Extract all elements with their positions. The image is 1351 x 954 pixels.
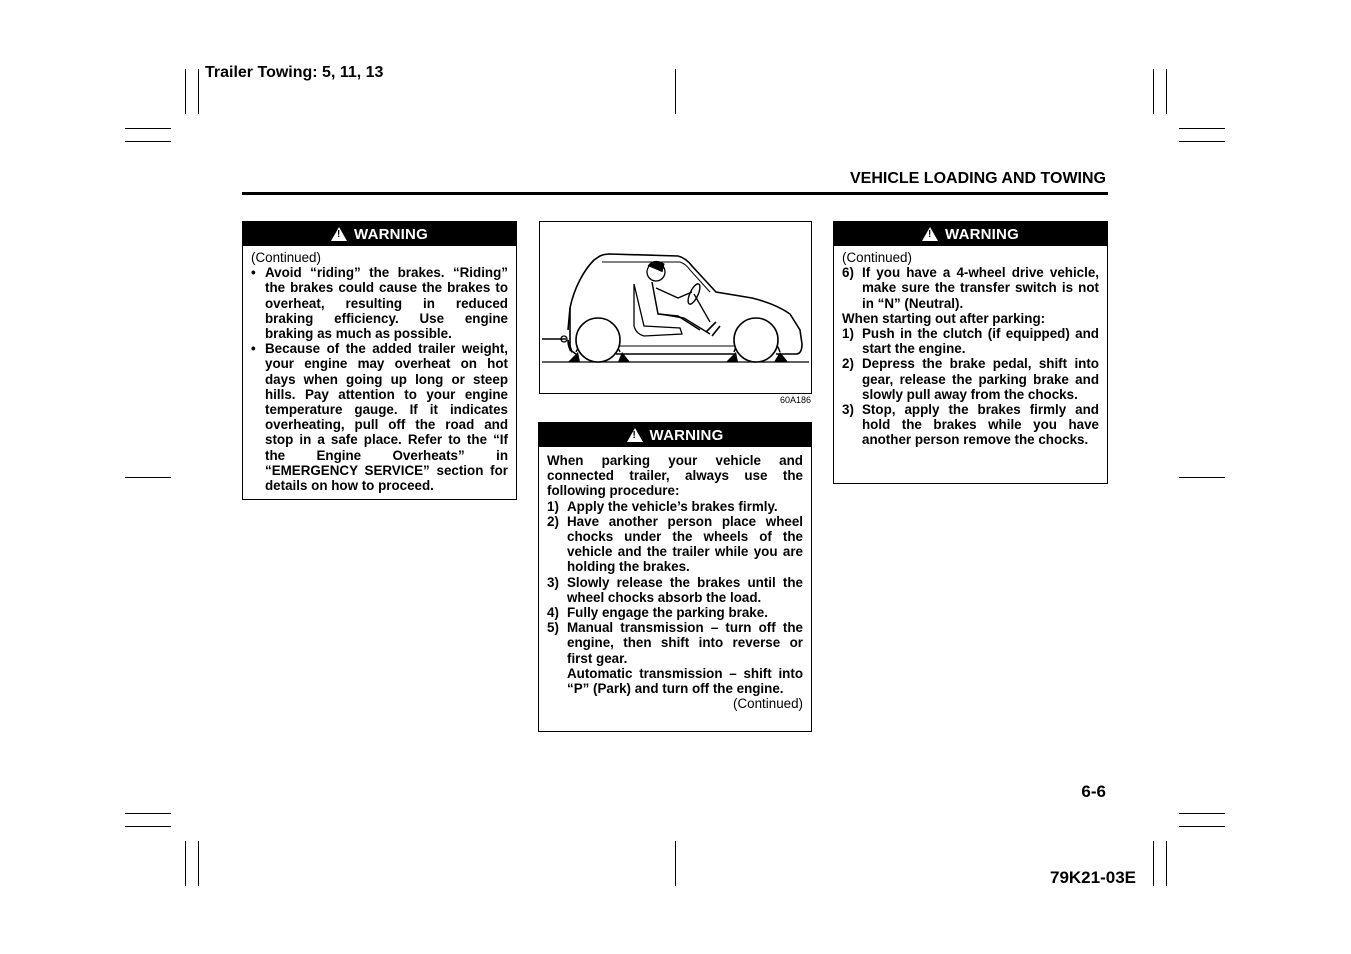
warning-header: [539, 423, 811, 447]
list-item-text: If you have a 4-wheel drive vehicle, make sure the transfer switch is not in “N” (Neutral).: [862, 265, 1099, 311]
crop-mark: [1179, 128, 1225, 129]
crop-mark: [1153, 69, 1154, 114]
warning-intro: When parking your vehicle and connected trailer, always use the following procedure:: [547, 453, 803, 499]
warning-body: [834, 246, 1107, 454]
step-number: 3): [547, 574, 559, 590]
list-item-text: Depress the brake pedal, shift into gear, release the parking brake and slowly pull away from the chocks.: [862, 356, 1099, 402]
running-head: Trailer Towing: 5, 11, 13: [205, 64, 384, 81]
list-item-text: Apply the vehicle’s brakes firmly.: [567, 498, 778, 514]
list-item-text: Push in the clutch (if equipped) and start the engine.: [862, 326, 1099, 357]
crop-mark: [1166, 841, 1167, 886]
warning-triangle-icon: !: [627, 428, 643, 442]
crop-mark: [125, 477, 171, 478]
warning-heading: WARNING: [649, 426, 724, 444]
list-item-text: Stop, apply the brakes firmly and hold the brakes while you have another person remove the chocks.: [862, 402, 1099, 448]
crop-mark: [1179, 141, 1225, 142]
bullet-icon: •: [251, 341, 256, 357]
step-number: 4): [547, 605, 559, 621]
middle-warning-box: [538, 422, 812, 732]
crop-mark: [1166, 69, 1167, 114]
continued-label: (Continued): [251, 250, 321, 265]
step-number: 5): [547, 620, 559, 636]
step-number: 2): [547, 513, 559, 529]
list-item: [842, 402, 1099, 448]
list-item: [842, 356, 1099, 402]
list-item-extra-text: Automatic transmission – shift into “P” (Park) and turn off the engine.: [567, 665, 803, 697]
list-item-text: Avoid “riding” the brakes. “Riding” the brakes could cause the brakes to overheat, resulting in reduced braking efficiency. Use engine braking as much as possible.: [265, 265, 508, 342]
warning-body: [243, 246, 516, 499]
crop-mark: [185, 841, 186, 886]
continued-label: (Continued): [733, 696, 803, 712]
right-warning-box: [833, 221, 1108, 484]
list-item-text: Slowly release the brakes until the wheel chocks absorb the load.: [567, 574, 803, 605]
list-item-text: Have another person place wheel chocks under the wheels of the vehicle and the trailer while you are holding the brakes.: [567, 513, 803, 575]
warning-header: [834, 222, 1107, 246]
crop-mark: [1179, 826, 1225, 827]
warning-body: [539, 447, 811, 717]
crop-mark: [198, 69, 199, 114]
list-item: [547, 620, 803, 696]
list-item: [251, 341, 508, 493]
left-warning-box: [242, 221, 517, 500]
list-item: [842, 265, 1099, 311]
step-number: 6): [842, 265, 854, 281]
list-item-text-group: [567, 620, 803, 696]
warning-heading: WARNING: [354, 225, 428, 243]
list-item-text: Fully engage the parking brake.: [567, 605, 768, 621]
warning-header: [243, 222, 516, 246]
warning-heading: WARNING: [945, 225, 1019, 243]
list-item-text: Manual transmission – turn off the engine, then shift into reverse or first gear.: [567, 620, 803, 666]
list-item: [547, 575, 803, 605]
document-code: 79K21-03E: [1049, 868, 1136, 887]
step-number: 1): [547, 498, 559, 514]
crop-mark: [675, 69, 676, 114]
list-item: [251, 265, 508, 341]
list-item: [547, 605, 803, 620]
warning-triangle-icon: !: [331, 227, 347, 241]
crop-mark: [185, 69, 186, 114]
crop-mark: [125, 141, 171, 142]
section-title: VEHICLE LOADING AND TOWING: [850, 170, 1106, 187]
header-rule: [242, 192, 1108, 195]
list-item: [547, 514, 803, 575]
crop-mark: [125, 826, 171, 827]
figure-code: 60A186: [779, 395, 811, 405]
list-item: [547, 499, 803, 514]
crop-mark: [675, 841, 676, 886]
continued-label: (Continued): [842, 250, 912, 265]
step-number: 3): [842, 402, 854, 418]
crop-mark: [1179, 477, 1225, 478]
crop-mark: [125, 128, 171, 129]
step-number: 1): [842, 326, 854, 342]
list-item-text: Because of the added trailer weight, your engine may overheat on hot days when going up long or steep hills. Pay attention to your engine temperature gauge. If it indicates overheating, pull off the road and stop in a safe place. Refer to the “If the Engine Overheats” in “EMERGENCY SERVICE” section for details on how to proceed.: [265, 341, 508, 494]
list-item: [842, 326, 1099, 356]
car-with-driver-illustration: [540, 222, 811, 393]
warning-triangle-icon: !: [922, 227, 938, 241]
crop-mark: [1179, 813, 1225, 814]
crop-mark: [1153, 841, 1154, 886]
towing-illustration: [539, 221, 812, 394]
page-number: 6-6: [1081, 782, 1106, 801]
crop-mark: [125, 813, 171, 814]
step-number: 2): [842, 356, 854, 372]
subheading: When starting out after parking:: [842, 310, 1046, 326]
bullet-icon: •: [251, 265, 256, 281]
crop-mark: [198, 841, 199, 886]
